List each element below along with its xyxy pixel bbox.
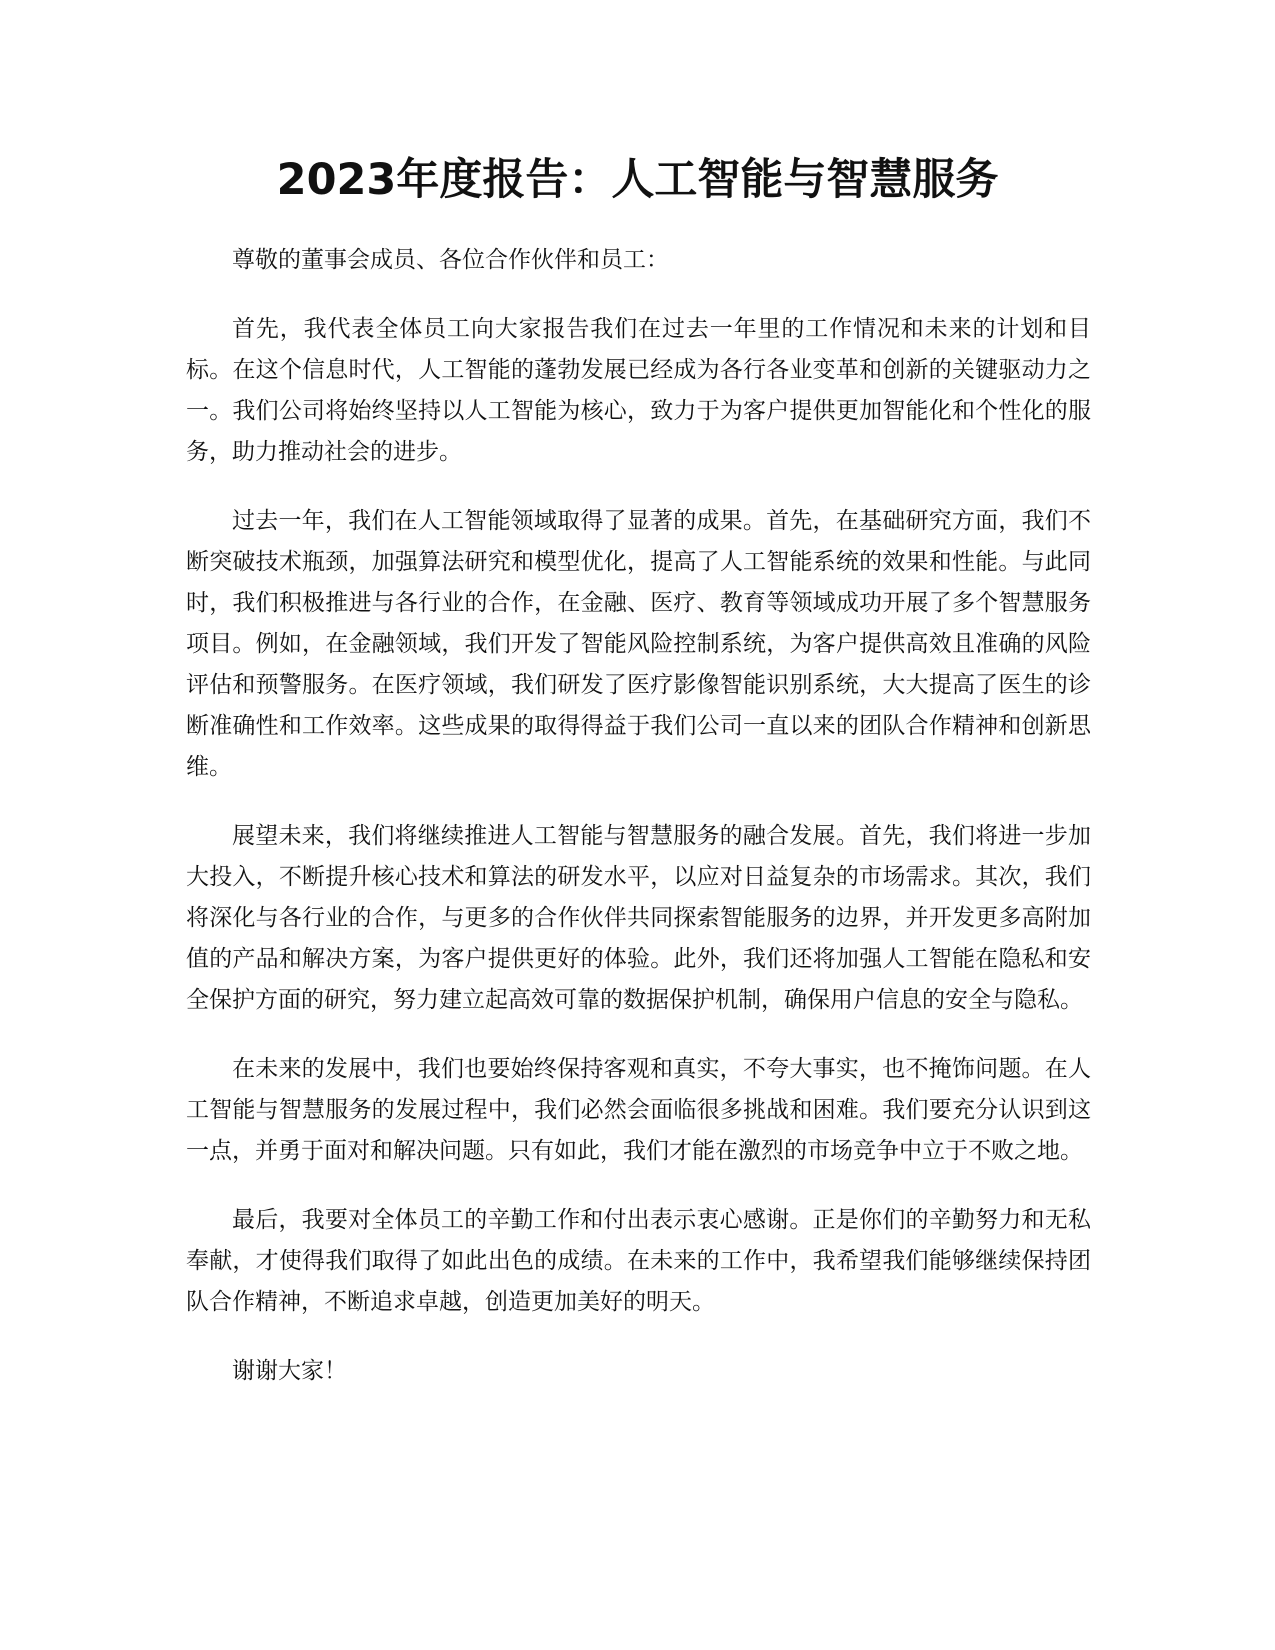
paragraph-challenges: 在未来的发展中，我们也要始终保持客观和真实，不夸大事实，也不掩饰问题。在人工智能与智慧服务的发展过程中，我们必然会面临很多挑战和困难。我们要充分认识到这一点，并勇于面对和解决问题。只有如此，我们才能在激烈的市场竞争中立于不败之地。 [186,1056,1091,1164]
paragraph-achievements: 过去一年，我们在人工智能领域取得了显著的成果。首先，在基础研究方面，我们不断突破技术瓶颈，加强算法研究和模型优化，提高了人工智能系统的效果和性能。与此同时，我们积极推进与各行业的合作，在金融、医疗、教育等领域成功开展了多个智慧服务项目。例如，在金融领域，我们开发了智能风险控制系统，为客户提供高效且准确的风险评估和预警服务。在医疗领域，我们研发了医疗影像智能识别系统，大大提高了医生的诊断准确性和工作效率。这些成果的取得得益于我们公司一直以来的团队合作精神和创新思维。 [186,508,1091,780]
document-body [186,240,1091,1420]
paragraph-outlook: 展望未来，我们将继续推进人工智能与智慧服务的融合发展。首先，我们将进一步加大投入，不断提升核心技术和算法的研发水平，以应对日益复杂的市场需求。其次，我们将深化与各行业的合作，与更多的合作伙伴共同探索智能服务的边界，并开发更多高附加值的产品和解决方案，为客户提供更好的体验。此外，我们还将加强人工智能在隐私和安全保护方面的研究，努力建立起高效可靠的数据保护机制，确保用户信息的安全与隐私。 [186,823,1091,1013]
paragraph-intro: 首先，我代表全体员工向大家报告我们在过去一年里的工作情况和未来的计划和目标。在这个信息时代，人工智能的蓬勃发展已经成为各行各业变革和创新的关键驱动力之一。我们公司将始终坚持以人工智能为核心，致力于为客户提供更加智能化和个性化的服务，助力推动社会的进步。 [186,316,1091,465]
salutation: 尊敬的董事会成员、各位合作伙伴和员工： [232,247,669,273]
closing-line: 谢谢大家！ [232,1358,347,1384]
document-title: 2023年度报告：人工智能与智慧服务 [276,155,999,205]
paragraph-thanks: 最后，我要对全体员工的辛勤工作和付出表示衷心感谢。正是你们的辛勤努力和无私奉献，才使得我们取得了如此出色的成绩。在未来的工作中，我希望我们能够继续保持团队合作精神，不断追求卓越，创造更加美好的明天。 [186,1207,1091,1315]
